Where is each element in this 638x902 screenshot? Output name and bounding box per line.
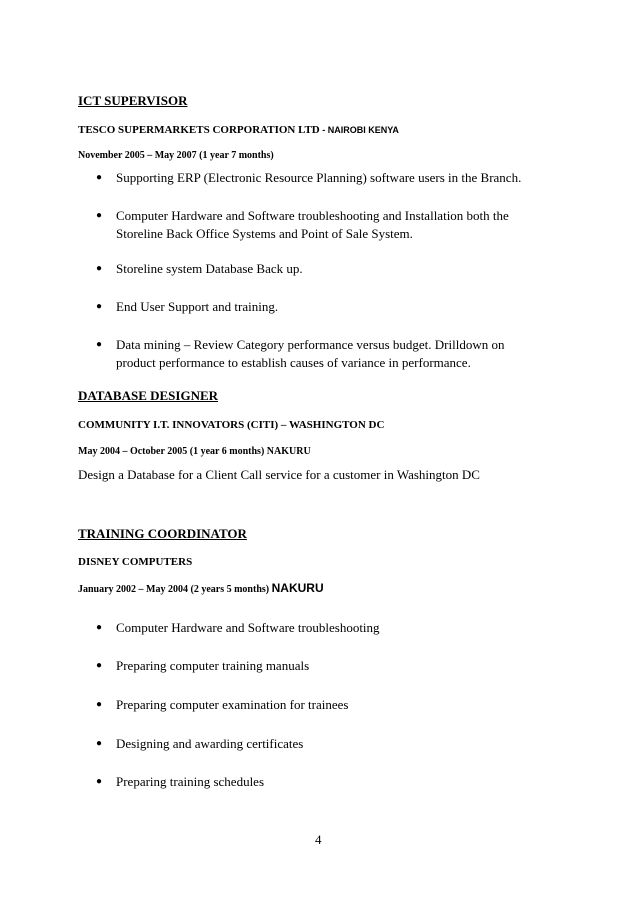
bullet-icon: ● <box>96 660 103 671</box>
job3-bullet-5-text: Preparing training schedules <box>116 774 265 789</box>
job3-bullet-2-text: Preparing computer training manuals <box>116 658 310 673</box>
job3-company: DISNEY COMPUTERS <box>78 556 193 568</box>
job3-date-range: January 2002 – May 2004 (2 years 5 months) <box>78 584 272 595</box>
bullet-icon: ● <box>96 622 103 633</box>
job1-company-location: - NAIROBI KENYA <box>319 125 399 135</box>
bullet-icon: ● <box>96 776 103 787</box>
job1-dates: November 2005 – May 2007 (1 year 7 months) <box>78 150 274 161</box>
job2-title: DATABASE DESIGNER <box>78 388 219 403</box>
job3-bullet-4-text: Designing and awarding certificates <box>116 736 304 751</box>
bullet-icon: ● <box>96 339 103 350</box>
job3-bullet-3-text: Preparing computer examination for trainees <box>116 697 349 712</box>
job3-title: TRAINING COORDINATOR <box>78 526 247 541</box>
job1-company-name: TESCO SUPERMARKETS CORPORATION LTD <box>78 124 320 136</box>
job1-bullet-5-text: Data mining – Review Category performance versus budget. Drilldown on product performance to establish causes of variance in performance. <box>116 337 505 370</box>
bullet-icon: ● <box>96 263 103 274</box>
job1-bullet-3-text: Storeline system Database Back up. <box>116 261 303 276</box>
bullet-icon: ● <box>96 172 103 183</box>
job2-dates: May 2004 – October 2005 (1 year 6 months) NAKURU <box>78 446 311 457</box>
bullet-icon: ● <box>96 210 103 221</box>
job2-description: Design a Database for a Client Call service for a customer in Washington DC <box>78 467 480 482</box>
bullet-icon: ● <box>96 738 103 749</box>
job1-bullet-4-text: End User Support and training. <box>116 299 279 314</box>
bullet-icon: ● <box>96 301 103 312</box>
job1-bullet-2-text: Computer Hardware and Software troubleshooting and Installation both the Storeline Back Office Systems and Point of Sale System. <box>116 208 509 241</box>
bullet-icon: ● <box>96 699 103 710</box>
job1-company <box>78 124 399 136</box>
job3-location: NAKURU <box>271 581 324 595</box>
job1-bullet-1-text: Supporting ERP (Electronic Resource Planning) software users in the Branch. <box>116 170 522 185</box>
job3-bullet-1-text: Computer Hardware and Software troubleshooting <box>116 620 380 635</box>
page-number: 4 <box>315 832 322 847</box>
job1-title: ICT SUPERVISOR <box>78 93 188 108</box>
job2-company: COMMUNITY I.T. INNOVATORS (CITI) – WASHINGTON DC <box>78 419 385 431</box>
job3-dates <box>78 581 324 595</box>
